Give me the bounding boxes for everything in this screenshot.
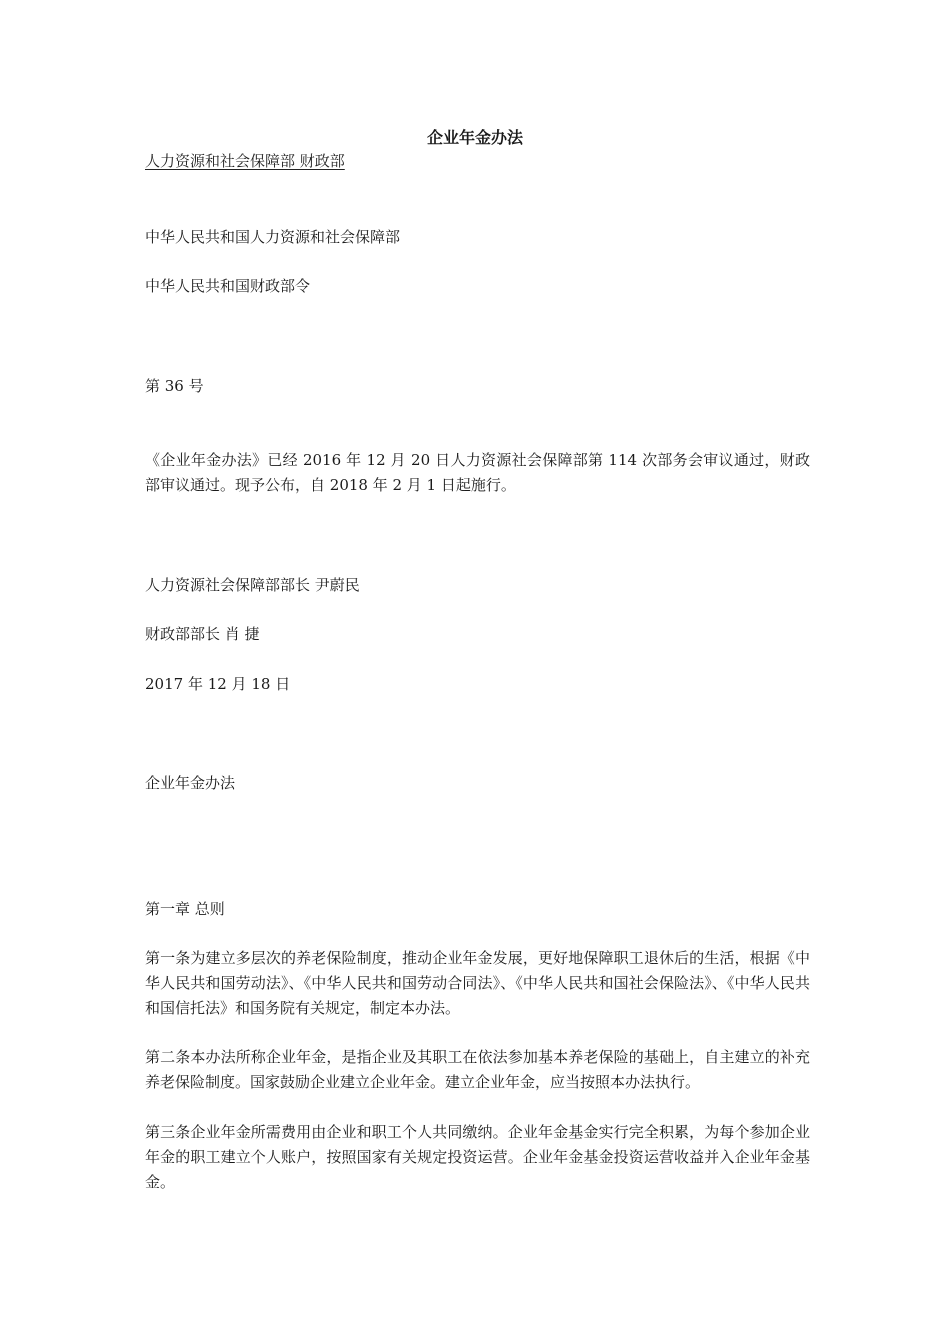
chapter-heading: 第一章 总则 xyxy=(145,900,225,918)
issuer-line-2: 中华人民共和国财政部令 xyxy=(145,277,311,295)
signatory-1: 人力资源社会保障部部长 尹蔚民 xyxy=(145,576,360,594)
announcement-paragraph: 《企业年金办法》已经 2016 年 12 月 20 日人力资源社会保障部第 114 次部务会审议通过，财政部审议通过。现予公布，自 2018 年 2 月 1 日起施行。 xyxy=(145,451,810,494)
signatory-2: 财政部部长 肖 捷 xyxy=(145,625,260,643)
article-3: 第三条企业年金所需费用由企业和职工个人共同缴纳。企业年金基金实行完全积累，为每个参加企业年金的职工建立个人账户，按照国家有关规定投资运营。企业年金基金投资运营收益并入企业年金基金。 xyxy=(145,1123,810,1191)
issuer-line-1: 中华人民共和国人力资源和社会保障部 xyxy=(145,228,401,246)
article-1: 第一条为建立多层次的养老保险制度，推动企业年金发展，更好地保障职工退休后的生活，根据《中华人民共和国劳动法》、《中华人民共和国劳动合同法》、《中华人民共和国社会保险法》、《中华人民共和国信托法》和国务院有关规定，制定本办法。 xyxy=(145,949,810,1017)
subtitle: 企业年金办法 xyxy=(145,774,236,792)
author-link[interactable]: 人力资源和社会保障部 财政部 xyxy=(145,152,345,170)
order-number: 第 36 号 xyxy=(145,377,204,395)
article-2: 第二条本办法所称企业年金，是指企业及其职工在依法参加基本养老保险的基础上，自主建立的补充养老保险制度。国家鼓励企业建立企业年金。建立企业年金，应当按照本办法执行。 xyxy=(145,1048,810,1091)
document-title: 企业年金办法 xyxy=(426,128,523,147)
issue-date: 2017 年 12 月 18 日 xyxy=(145,675,291,693)
